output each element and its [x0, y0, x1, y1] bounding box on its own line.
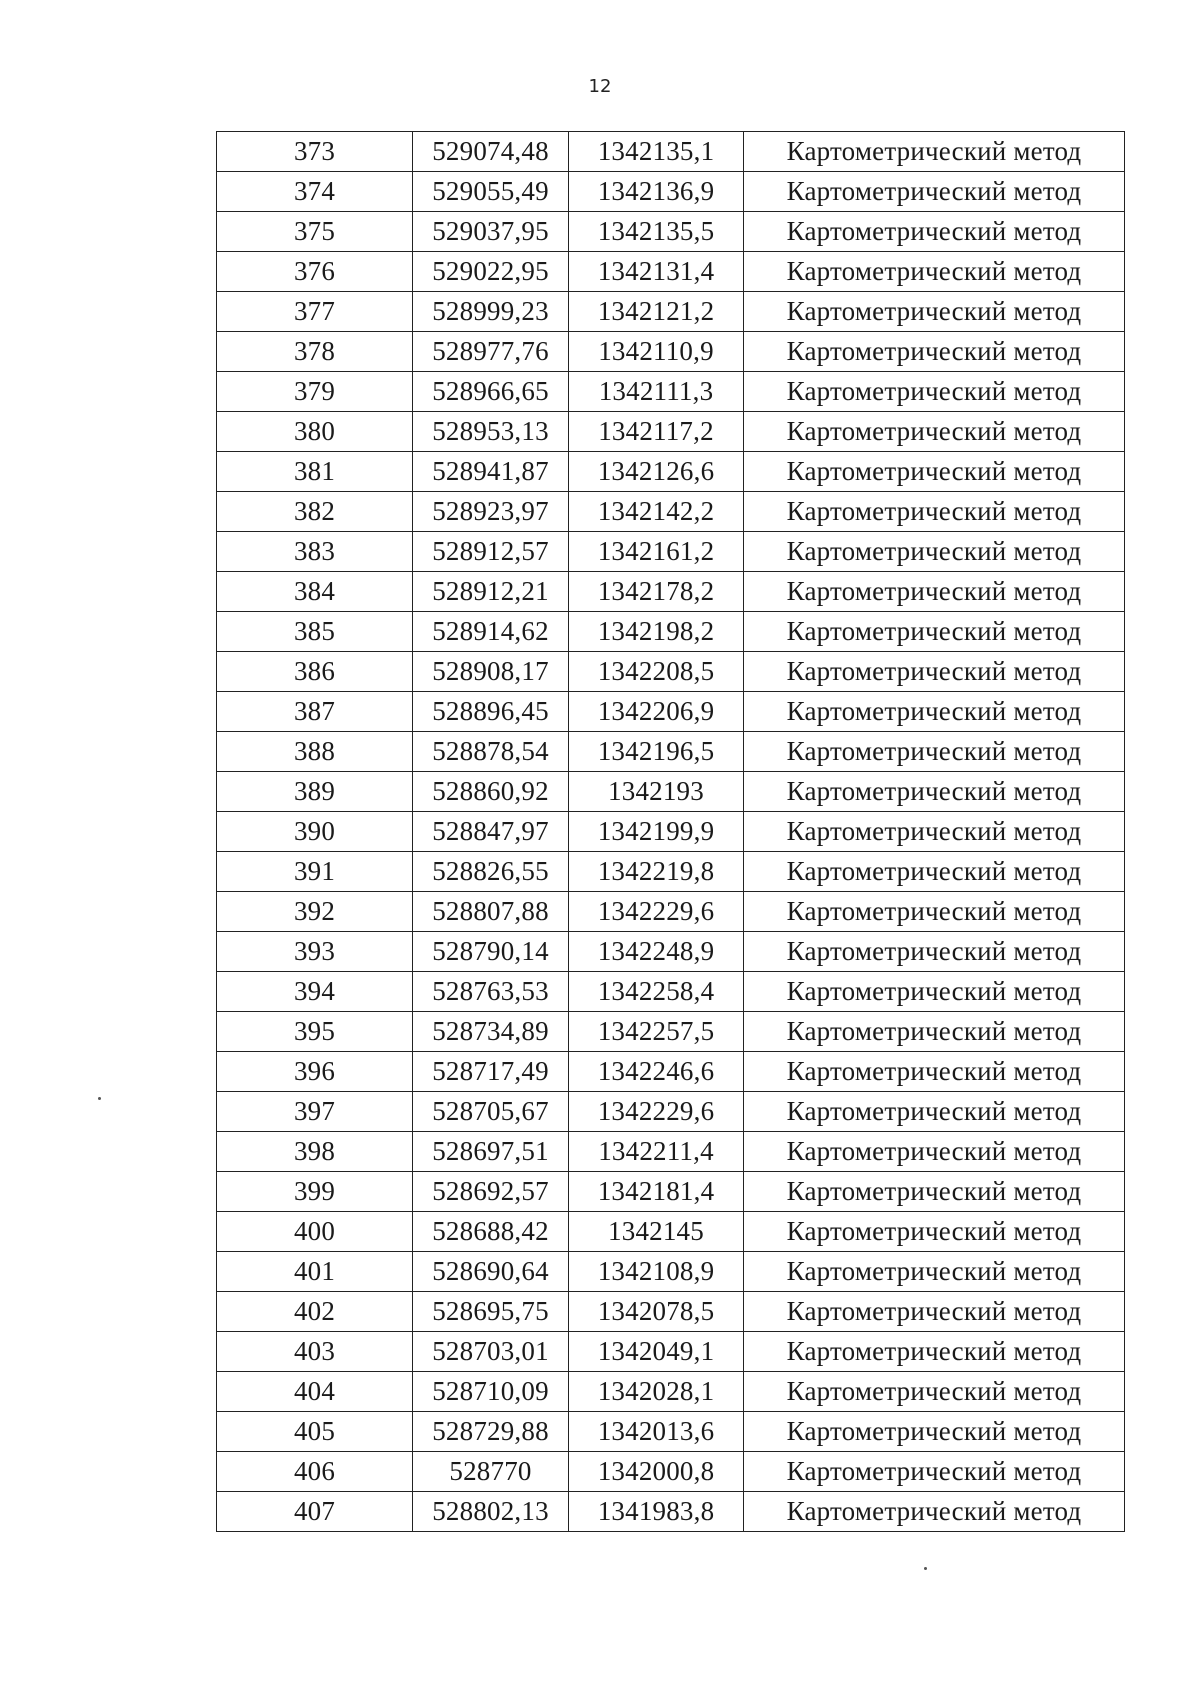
y-coordinate-cell: 1342121,2 — [569, 292, 744, 332]
y-coordinate-cell: 1342110,9 — [569, 332, 744, 372]
point-number-cell: 378 — [217, 332, 413, 372]
y-coordinate-cell: 1342219,8 — [569, 852, 744, 892]
table-row — [217, 372, 1125, 412]
table-row — [217, 852, 1125, 892]
y-coordinate-cell: 1342142,2 — [569, 492, 744, 532]
method-cell: Картометрический метод — [744, 732, 1125, 772]
table-row — [217, 1292, 1125, 1332]
x-coordinate-cell: 528710,09 — [413, 1372, 569, 1412]
x-coordinate-cell: 528878,54 — [413, 732, 569, 772]
point-number-cell: 392 — [217, 892, 413, 932]
coordinates-table — [216, 131, 1125, 1532]
point-number-cell: 381 — [217, 452, 413, 492]
y-coordinate-cell: 1341983,8 — [569, 1492, 744, 1532]
method-cell: Картометрический метод — [744, 412, 1125, 452]
point-number-cell: 395 — [217, 1012, 413, 1052]
x-coordinate-cell: 528705,67 — [413, 1092, 569, 1132]
point-number-cell: 404 — [217, 1372, 413, 1412]
x-coordinate-cell: 528908,17 — [413, 652, 569, 692]
x-coordinate-cell: 528941,87 — [413, 452, 569, 492]
method-cell: Картометрический метод — [744, 852, 1125, 892]
point-number-cell: 383 — [217, 532, 413, 572]
point-number-cell: 388 — [217, 732, 413, 772]
table-row — [217, 692, 1125, 732]
method-cell: Картометрический метод — [744, 492, 1125, 532]
point-number-cell: 375 — [217, 212, 413, 252]
x-coordinate-cell: 528966,65 — [413, 372, 569, 412]
x-coordinate-cell: 528912,21 — [413, 572, 569, 612]
x-coordinate-cell: 528763,53 — [413, 972, 569, 1012]
table-row — [217, 1172, 1125, 1212]
x-coordinate-cell: 528847,97 — [413, 812, 569, 852]
method-cell: Картометрический метод — [744, 1372, 1125, 1412]
method-cell: Картометрический метод — [744, 252, 1125, 292]
point-number-cell: 401 — [217, 1252, 413, 1292]
point-number-cell: 379 — [217, 372, 413, 412]
y-coordinate-cell: 1342117,2 — [569, 412, 744, 452]
method-cell: Картометрический метод — [744, 1412, 1125, 1452]
table-row — [217, 1012, 1125, 1052]
y-coordinate-cell: 1342131,4 — [569, 252, 744, 292]
x-coordinate-cell: 528826,55 — [413, 852, 569, 892]
x-coordinate-cell: 528999,23 — [413, 292, 569, 332]
table-row — [217, 1452, 1125, 1492]
method-cell: Картометрический метод — [744, 1332, 1125, 1372]
x-coordinate-cell: 528717,49 — [413, 1052, 569, 1092]
point-number-cell: 393 — [217, 932, 413, 972]
method-cell: Картометрический метод — [744, 212, 1125, 252]
point-number-cell: 384 — [217, 572, 413, 612]
y-coordinate-cell: 1342161,2 — [569, 532, 744, 572]
y-coordinate-cell: 1342178,2 — [569, 572, 744, 612]
y-coordinate-cell: 1342000,8 — [569, 1452, 744, 1492]
point-number-cell: 406 — [217, 1452, 413, 1492]
y-coordinate-cell: 1342108,9 — [569, 1252, 744, 1292]
y-coordinate-cell: 1342028,1 — [569, 1372, 744, 1412]
method-cell: Картометрический метод — [744, 1092, 1125, 1132]
y-coordinate-cell: 1342199,9 — [569, 812, 744, 852]
table-row — [217, 492, 1125, 532]
x-coordinate-cell: 529022,95 — [413, 252, 569, 292]
point-number-cell: 400 — [217, 1212, 413, 1252]
y-coordinate-cell: 1342013,6 — [569, 1412, 744, 1452]
y-coordinate-cell: 1342126,6 — [569, 452, 744, 492]
x-coordinate-cell: 528703,01 — [413, 1332, 569, 1372]
method-cell: Картометрический метод — [744, 172, 1125, 212]
x-coordinate-cell: 528790,14 — [413, 932, 569, 972]
x-coordinate-cell: 528807,88 — [413, 892, 569, 932]
point-number-cell: 396 — [217, 1052, 413, 1092]
method-cell: Картометрический метод — [744, 132, 1125, 172]
x-coordinate-cell: 528802,13 — [413, 1492, 569, 1532]
y-coordinate-cell: 1342135,1 — [569, 132, 744, 172]
table-row — [217, 572, 1125, 612]
x-coordinate-cell: 528697,51 — [413, 1132, 569, 1172]
scan-speck — [924, 1567, 927, 1570]
y-coordinate-cell: 1342198,2 — [569, 612, 744, 652]
method-cell: Картометрический метод — [744, 972, 1125, 1012]
table-row — [217, 292, 1125, 332]
point-number-cell: 376 — [217, 252, 413, 292]
method-cell: Картометрический метод — [744, 692, 1125, 732]
x-coordinate-cell: 528690,64 — [413, 1252, 569, 1292]
y-coordinate-cell: 1342257,5 — [569, 1012, 744, 1052]
coordinates-table-body — [217, 132, 1125, 1532]
x-coordinate-cell: 529074,48 — [413, 132, 569, 172]
point-number-cell: 374 — [217, 172, 413, 212]
method-cell: Картометрический метод — [744, 652, 1125, 692]
method-cell: Картометрический метод — [744, 772, 1125, 812]
x-coordinate-cell: 528912,57 — [413, 532, 569, 572]
table-row — [217, 1372, 1125, 1412]
table-row — [217, 1252, 1125, 1292]
table-row — [217, 612, 1125, 652]
table-row — [217, 1412, 1125, 1452]
point-number-cell: 403 — [217, 1332, 413, 1372]
table-row — [217, 732, 1125, 772]
table-row — [217, 132, 1125, 172]
y-coordinate-cell: 1342078,5 — [569, 1292, 744, 1332]
method-cell: Картометрический метод — [744, 1452, 1125, 1492]
point-number-cell: 394 — [217, 972, 413, 1012]
method-cell: Картометрический метод — [744, 1172, 1125, 1212]
point-number-cell: 398 — [217, 1132, 413, 1172]
y-coordinate-cell: 1342181,4 — [569, 1172, 744, 1212]
method-cell: Картометрический метод — [744, 332, 1125, 372]
table-row — [217, 1492, 1125, 1532]
table-row — [217, 332, 1125, 372]
method-cell: Картометрический метод — [744, 1212, 1125, 1252]
method-cell: Картометрический метод — [744, 612, 1125, 652]
scan-speck — [98, 1097, 101, 1100]
method-cell: Картометрический метод — [744, 372, 1125, 412]
table-row — [217, 1212, 1125, 1252]
method-cell: Картометрический метод — [744, 812, 1125, 852]
table-row — [217, 1332, 1125, 1372]
point-number-cell: 390 — [217, 812, 413, 852]
x-coordinate-cell: 528923,97 — [413, 492, 569, 532]
table-row — [217, 812, 1125, 852]
y-coordinate-cell: 1342211,4 — [569, 1132, 744, 1172]
y-coordinate-cell: 1342206,9 — [569, 692, 744, 732]
x-coordinate-cell: 528695,75 — [413, 1292, 569, 1332]
y-coordinate-cell: 1342145 — [569, 1212, 744, 1252]
table-row — [217, 772, 1125, 812]
table-row — [217, 452, 1125, 492]
method-cell: Картометрический метод — [744, 532, 1125, 572]
point-number-cell: 391 — [217, 852, 413, 892]
x-coordinate-cell: 528977,76 — [413, 332, 569, 372]
x-coordinate-cell: 528729,88 — [413, 1412, 569, 1452]
point-number-cell: 397 — [217, 1092, 413, 1132]
x-coordinate-cell: 529037,95 — [413, 212, 569, 252]
table-row — [217, 532, 1125, 572]
point-number-cell: 407 — [217, 1492, 413, 1532]
y-coordinate-cell: 1342111,3 — [569, 372, 744, 412]
x-coordinate-cell: 528896,45 — [413, 692, 569, 732]
method-cell: Картометрический метод — [744, 1292, 1125, 1332]
y-coordinate-cell: 1342208,5 — [569, 652, 744, 692]
point-number-cell: 385 — [217, 612, 413, 652]
point-number-cell: 380 — [217, 412, 413, 452]
point-number-cell: 377 — [217, 292, 413, 332]
x-coordinate-cell: 528770 — [413, 1452, 569, 1492]
x-coordinate-cell: 528953,13 — [413, 412, 569, 452]
x-coordinate-cell: 528860,92 — [413, 772, 569, 812]
table-row — [217, 212, 1125, 252]
y-coordinate-cell: 1342229,6 — [569, 1092, 744, 1132]
method-cell: Картометрический метод — [744, 1052, 1125, 1092]
table-row — [217, 172, 1125, 212]
y-coordinate-cell: 1342258,4 — [569, 972, 744, 1012]
point-number-cell: 389 — [217, 772, 413, 812]
method-cell: Картометрический метод — [744, 1252, 1125, 1292]
y-coordinate-cell: 1342229,6 — [569, 892, 744, 932]
y-coordinate-cell: 1342049,1 — [569, 1332, 744, 1372]
y-coordinate-cell: 1342193 — [569, 772, 744, 812]
table-row — [217, 932, 1125, 972]
method-cell: Картометрический метод — [744, 572, 1125, 612]
table-row — [217, 652, 1125, 692]
y-coordinate-cell: 1342136,9 — [569, 172, 744, 212]
x-coordinate-cell: 529055,49 — [413, 172, 569, 212]
y-coordinate-cell: 1342135,5 — [569, 212, 744, 252]
table-row — [217, 1052, 1125, 1092]
table-row — [217, 892, 1125, 932]
y-coordinate-cell: 1342248,9 — [569, 932, 744, 972]
method-cell: Картометрический метод — [744, 932, 1125, 972]
point-number-cell: 402 — [217, 1292, 413, 1332]
page-number: 12 — [588, 76, 612, 97]
y-coordinate-cell: 1342246,6 — [569, 1052, 744, 1092]
y-coordinate-cell: 1342196,5 — [569, 732, 744, 772]
point-number-cell: 386 — [217, 652, 413, 692]
method-cell: Картометрический метод — [744, 1132, 1125, 1172]
x-coordinate-cell: 528688,42 — [413, 1212, 569, 1252]
table-row — [217, 412, 1125, 452]
x-coordinate-cell: 528692,57 — [413, 1172, 569, 1212]
point-number-cell: 405 — [217, 1412, 413, 1452]
point-number-cell: 373 — [217, 132, 413, 172]
x-coordinate-cell: 528734,89 — [413, 1012, 569, 1052]
method-cell: Картометрический метод — [744, 892, 1125, 932]
table-row — [217, 252, 1125, 292]
table-row — [217, 972, 1125, 1012]
table-row — [217, 1092, 1125, 1132]
point-number-cell: 399 — [217, 1172, 413, 1212]
method-cell: Картометрический метод — [744, 452, 1125, 492]
method-cell: Картометрический метод — [744, 292, 1125, 332]
method-cell: Картометрический метод — [744, 1492, 1125, 1532]
method-cell: Картометрический метод — [744, 1012, 1125, 1052]
x-coordinate-cell: 528914,62 — [413, 612, 569, 652]
point-number-cell: 382 — [217, 492, 413, 532]
point-number-cell: 387 — [217, 692, 413, 732]
table-row — [217, 1132, 1125, 1172]
